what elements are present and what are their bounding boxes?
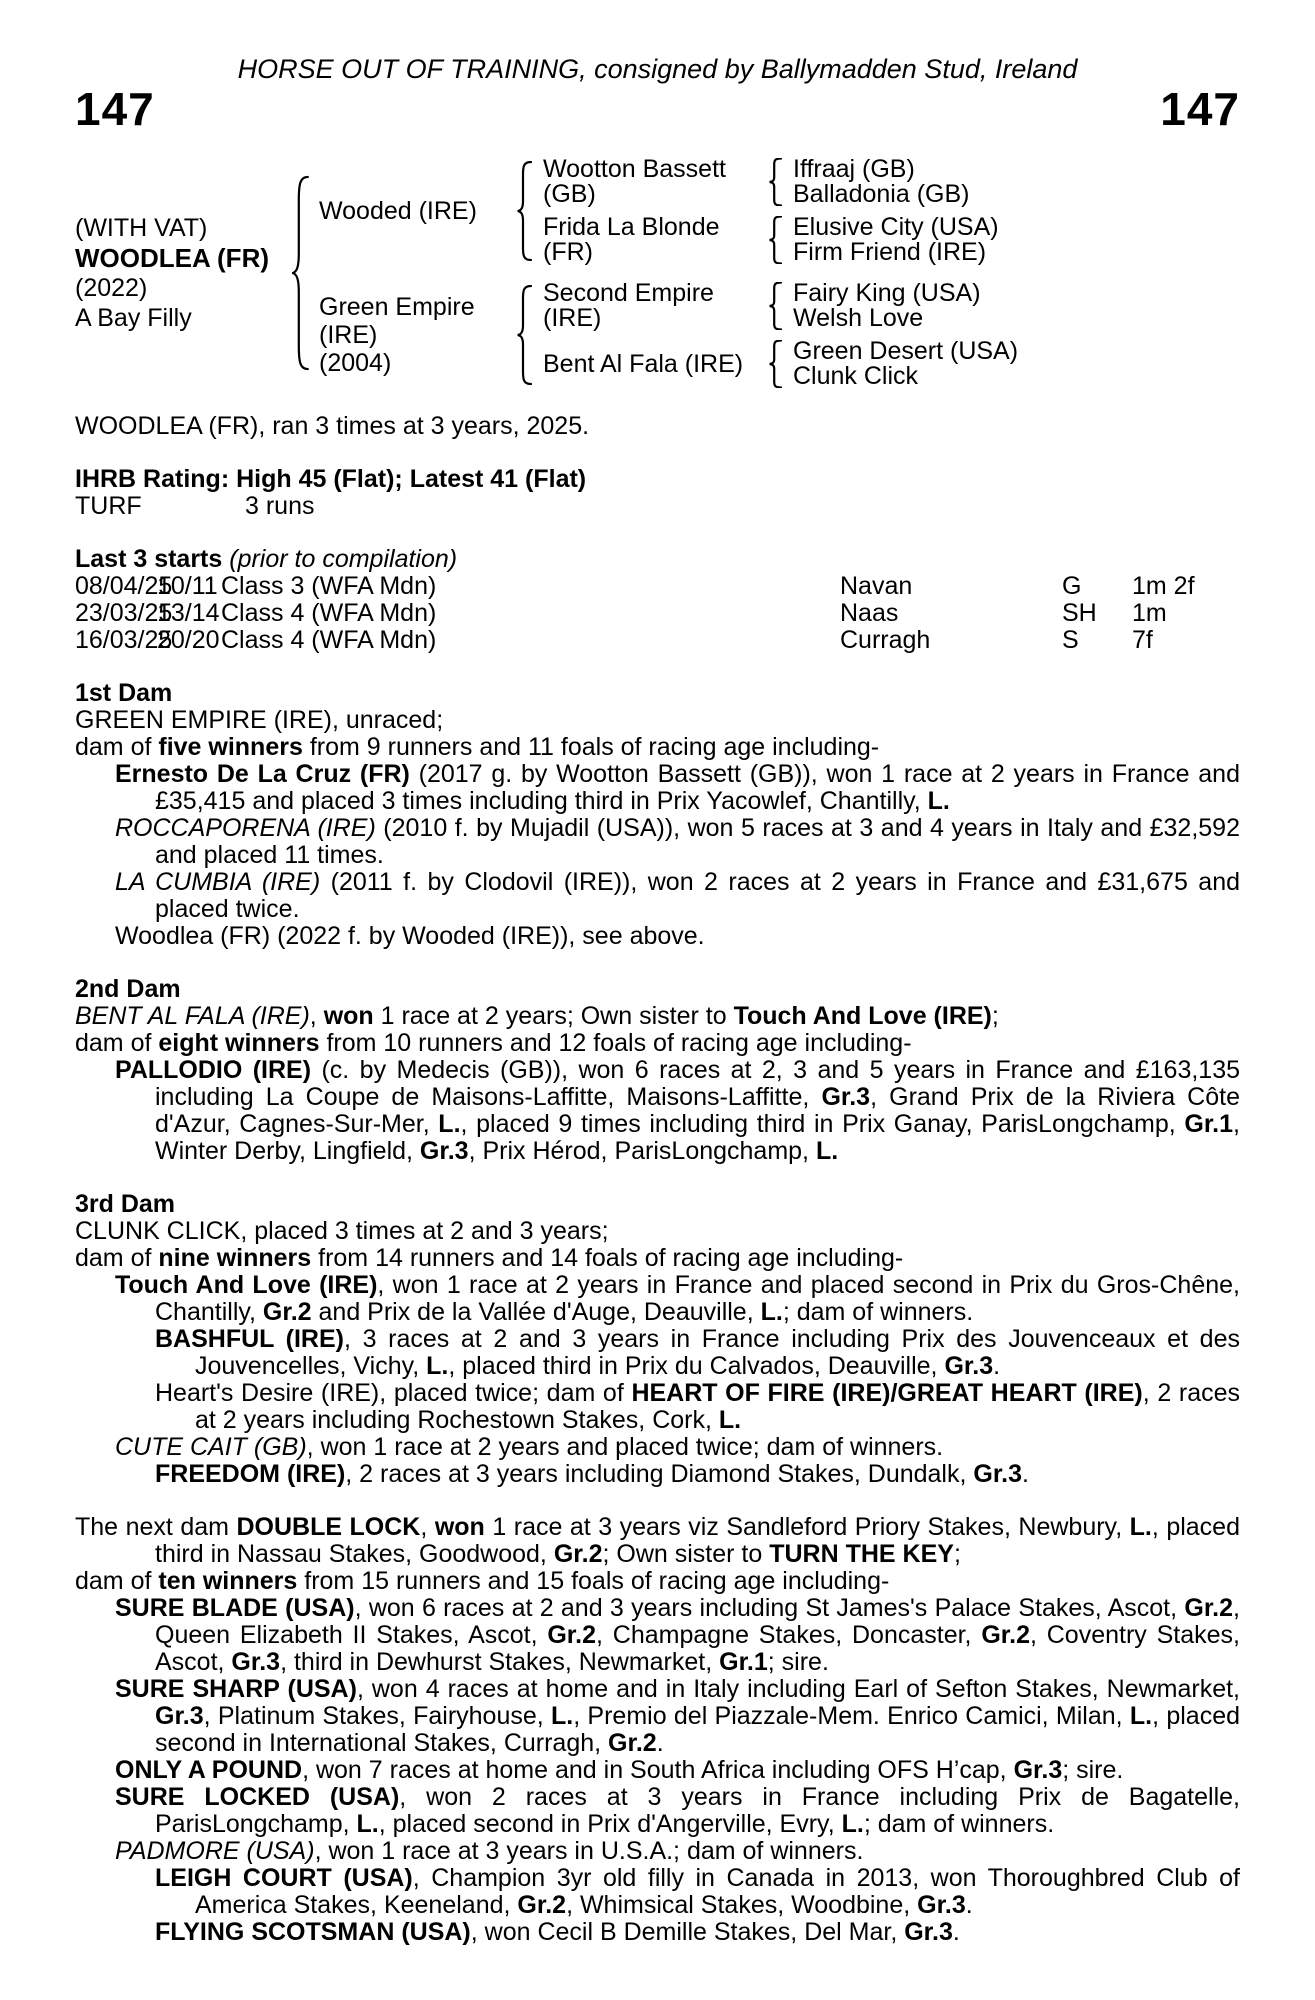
dam-dam-branch — [543, 339, 1240, 389]
pedigree-subject — [75, 213, 290, 333]
ggp-name: Iffraaj (GB) — [793, 155, 915, 183]
last-starts-block — [75, 546, 1240, 654]
para-flying-scotsman: FLYING SCOTSMAN (USA), won Cecil B Demille Stakes, Del Mar, Gr.3. — [155, 1918, 960, 1946]
section-3rd-dam — [75, 1191, 1240, 1488]
para-sure-locked: SURE LOCKED (USA), won 2 races at 3 years in France including Prix de Bagatelle, ParisLongchamp, L., placed second in Prix d'Angerville, Evry, L.; dam of winners. — [115, 1783, 1240, 1838]
para-padmore: PADMORE (USA), won 1 race at 3 years in U.S.A.; dam of winners. — [115, 1837, 864, 1865]
start-race: Class 4 (WFA Mdn) — [221, 599, 437, 627]
ggp-name: Fairy King (USA) — [793, 279, 981, 307]
ggp-name: Clunk Click — [793, 362, 919, 390]
para-ernesto-de-la-cruz: Ernesto De La Cruz (FR) (2017 g. by Wootton Bassett (GB)), won 1 race at 2 years in France and £35,415 and placed 3 times including third in Prix Yacowlef, Chantilly, L. — [115, 760, 1240, 815]
sire-branch — [319, 157, 1240, 265]
para-cute-cait: CUTE CAIT (GB), won 1 race at 2 years and placed twice; dam of winners. — [115, 1433, 944, 1461]
start-going: SH — [1062, 599, 1097, 627]
start-race: Class 3 (WFA Mdn) — [221, 572, 437, 600]
para-green-empire: GREEN EMPIRE (IRE), unraced; — [75, 706, 444, 734]
last-starts-title — [75, 546, 1240, 573]
para-hearts-desire: Heart's Desire (IRE), placed twice; dam of HEART OF FIRE (IRE)/GREAT HEART (IRE), 2 races at 2 years including Rochestown Stakes, Cork, L. — [155, 1379, 1241, 1434]
dam-sire-name: Second Empire (IRE) — [543, 279, 714, 332]
para-sure-blade: SURE BLADE (USA), won 6 races at 2 and 3 years including St James's Palace Stakes, Ascot, Gr.2, Queen Elizabeth II Stakes, Ascot, Gr.2, Champagne Stakes, Doncaster, Gr.2, Coventry Stakes, Ascot, Gr.3, third in Dewhurst Stakes, Newmarket, Gr.1; sire. — [115, 1594, 1240, 1676]
start-going: S — [1062, 626, 1079, 654]
para-bashful: BASHFUL (IRE), 3 races at 2 and 3 years in France including Prix des Jouvenceaux et des Jouvencelles, Vichy, L., placed third in Prix du Calvados, Deauville, Gr.3. — [155, 1325, 1240, 1380]
horse-name: WOODLEA (FR) — [75, 243, 269, 273]
para-leigh-court: LEIGH COURT (USA), Champion 3yr old filly in Canada in 2013, won Thoroughbred Club of America Stakes, Keeneland, Gr.2, Whimsical Stakes, Woodbine, Gr.3. — [155, 1864, 1240, 1919]
para-dam-of-ten-winners: dam of ten winners from 15 runners and 15 foals of racing age including- — [75, 1567, 890, 1595]
start-distance: 1m — [1132, 599, 1167, 627]
lot-number-right: 147 — [1160, 83, 1240, 135]
start-row — [75, 600, 1240, 627]
horse-description: A Bay Filly — [75, 304, 192, 332]
para-la-cumbia: LA CUMBIA (IRE) (2011 f. by Clodovil (IRE)), won 2 races at 2 years in France and £31,675 and placed twice. — [115, 868, 1240, 923]
start-going: G — [1062, 572, 1082, 600]
pedigree-parents — [319, 157, 1240, 389]
brace-icon — [769, 216, 782, 264]
para-woodlea-see-above: Woodlea (FR) (2022 f. by Wooded (IRE)), see above. — [115, 922, 705, 950]
start-track: Navan — [840, 572, 913, 600]
brace-icon — [769, 158, 782, 206]
ggp-name: Green Desert (USA) — [793, 337, 1019, 365]
para-dam-of-nine-winners: dam of nine winners from 14 runners and 14 foals of racing age including- — [75, 1244, 904, 1272]
dam-branch — [319, 281, 1240, 389]
race-summary-line: WOODLEA (FR), ran 3 times at 3 years, 2025. — [75, 412, 590, 440]
start-track: Naas — [840, 599, 899, 627]
start-race: Class 4 (WFA Mdn) — [221, 626, 437, 654]
start-date: 08/04/25 — [75, 572, 173, 600]
para-roccaporena: ROCCAPORENA (IRE) (2010 f. by Mujadil (USA)), won 5 races at 3 and 4 years in Italy and £32,592 and placed 11 times. — [115, 814, 1240, 869]
sire-dam-branch — [543, 215, 1240, 265]
brace-icon — [292, 175, 309, 371]
para-freedom: FREEDOM (IRE), 2 races at 3 years including Diamond Stakes, Dundalk, Gr.3. — [155, 1460, 1029, 1488]
brace-icon — [769, 282, 782, 330]
foaling-year: (2022) — [75, 274, 148, 302]
section-next-dam — [75, 1514, 1240, 1946]
start-position: 20/20 — [157, 626, 220, 654]
vat-note: (WITH VAT) — [75, 214, 208, 242]
heading-2nd-dam: 2nd Dam — [75, 975, 181, 1003]
ggp-name: Firm Friend (IRE) — [793, 238, 987, 266]
dam-sire-branch — [543, 281, 1240, 331]
start-position: 13/14 — [157, 599, 220, 627]
para-clunk-click: CLUNK CLICK, placed 3 times at 2 and 3 years; — [75, 1217, 609, 1245]
ggp-name: Welsh Love — [793, 304, 924, 332]
ggp-name: Balladonia (GB) — [793, 180, 970, 208]
dam-name: Green Empire (IRE) — [319, 293, 475, 349]
brace-icon — [517, 161, 532, 261]
start-position: 10/11 — [157, 572, 218, 600]
start-track: Curragh — [840, 626, 931, 654]
dam-name-cell — [319, 293, 517, 377]
start-date: 16/03/25 — [75, 626, 173, 654]
runs-count: 3 runs — [245, 492, 315, 520]
para-bent-al-fala: BENT AL FALA (IRE), won 1 race at 2 years; Own sister to Touch And Love (IRE); — [75, 1002, 999, 1030]
sire-dam-name: Frida La Blonde (FR) — [543, 213, 720, 266]
para-sure-sharp: SURE SHARP (USA), won 4 races at home and in Italy including Earl of Sefton Stakes, Newmarket, Gr.3, Platinum Stakes, Fairyhouse, L., Premio del Piazzale-Mem. Enrico Camici, Milan, L., placed second in International Stakes, Curragh, Gr.2. — [115, 1675, 1241, 1757]
rating-block — [75, 466, 1240, 520]
last-starts-subtitle: (prior to compilation) — [222, 545, 458, 573]
pedigree-table — [75, 157, 1240, 389]
surface-row — [75, 493, 1240, 520]
dam-dam-name: Bent Al Fala (IRE) — [543, 349, 744, 378]
ggp-name: Elusive City (USA) — [793, 213, 999, 241]
surface-label: TURF — [75, 492, 142, 520]
start-distance: 7f — [1132, 626, 1153, 654]
para-pallodio: PALLODIO (IRE) (c. by Medecis (GB)), won 6 races at 2, 3 and 5 years in France and £163,135 including La Coupe de Maisons-Laffitte, Maisons-Laffitte, Gr.3, Grand Prix de la Riviera Côte d'Azur, Cagnes-Sur-Mer, L., placed 9 times including third in Prix Ganay, ParisLongchamp, Gr.1, Winter Derby, Lingfield, Gr.3, Prix Hérod, ParisLongchamp, L. — [115, 1056, 1241, 1165]
start-row — [75, 627, 1240, 654]
heading-3rd-dam: 3rd Dam — [75, 1190, 176, 1218]
lot-number-left: 147 — [75, 83, 155, 135]
sire-sire-name: Wootton Bassett (GB) — [543, 155, 726, 208]
sire-name: Wooded (IRE) — [319, 197, 477, 225]
start-date: 23/03/25 — [75, 599, 173, 627]
ihrb-rating: IHRB Rating: High 45 (Flat); Latest 41 (Flat) — [75, 465, 587, 493]
heading-1st-dam: 1st Dam — [75, 679, 173, 707]
section-2nd-dam — [75, 976, 1240, 1165]
para-dam-of-eight-winners: dam of eight winners from 10 runners and 12 foals of racing age including- — [75, 1029, 912, 1057]
para-only-a-pound: ONLY A POUND, won 7 races at home and in South Africa including OFS H’cap, Gr.3; sire. — [115, 1756, 1124, 1784]
para-touch-and-love: Touch And Love (IRE), won 1 race at 2 years in France and placed second in Prix du Gros-Chêne, Chantilly, Gr.2 and Prix de la Vallée d'Auge, Deauville, L.; dam of winners. — [115, 1271, 1240, 1326]
para-double-lock: The next dam DOUBLE LOCK, won 1 race at 3 years viz Sandleford Priory Stakes, Newbury, L., placed third in Nassau Stakes, Goodwood, Gr.2; Own sister to TURN THE KEY; — [75, 1513, 1240, 1568]
last-starts-label: Last 3 starts — [75, 545, 223, 573]
lot-number-row — [75, 85, 1240, 135]
dam-year: (2004) — [319, 349, 392, 377]
start-distance: 1m 2f — [1132, 572, 1195, 600]
consignor-line: HORSE OUT OF TRAINING, consigned by Ballymadden Stud, Ireland — [237, 54, 1078, 84]
para-dam-of-five-winners: dam of five winners from 9 runners and 11 foals of racing age including- — [75, 733, 880, 761]
brace-icon — [769, 340, 782, 388]
brace-icon — [517, 285, 532, 385]
sire-sire-branch — [543, 157, 1240, 207]
start-row — [75, 573, 1240, 600]
section-1st-dam — [75, 680, 1240, 950]
